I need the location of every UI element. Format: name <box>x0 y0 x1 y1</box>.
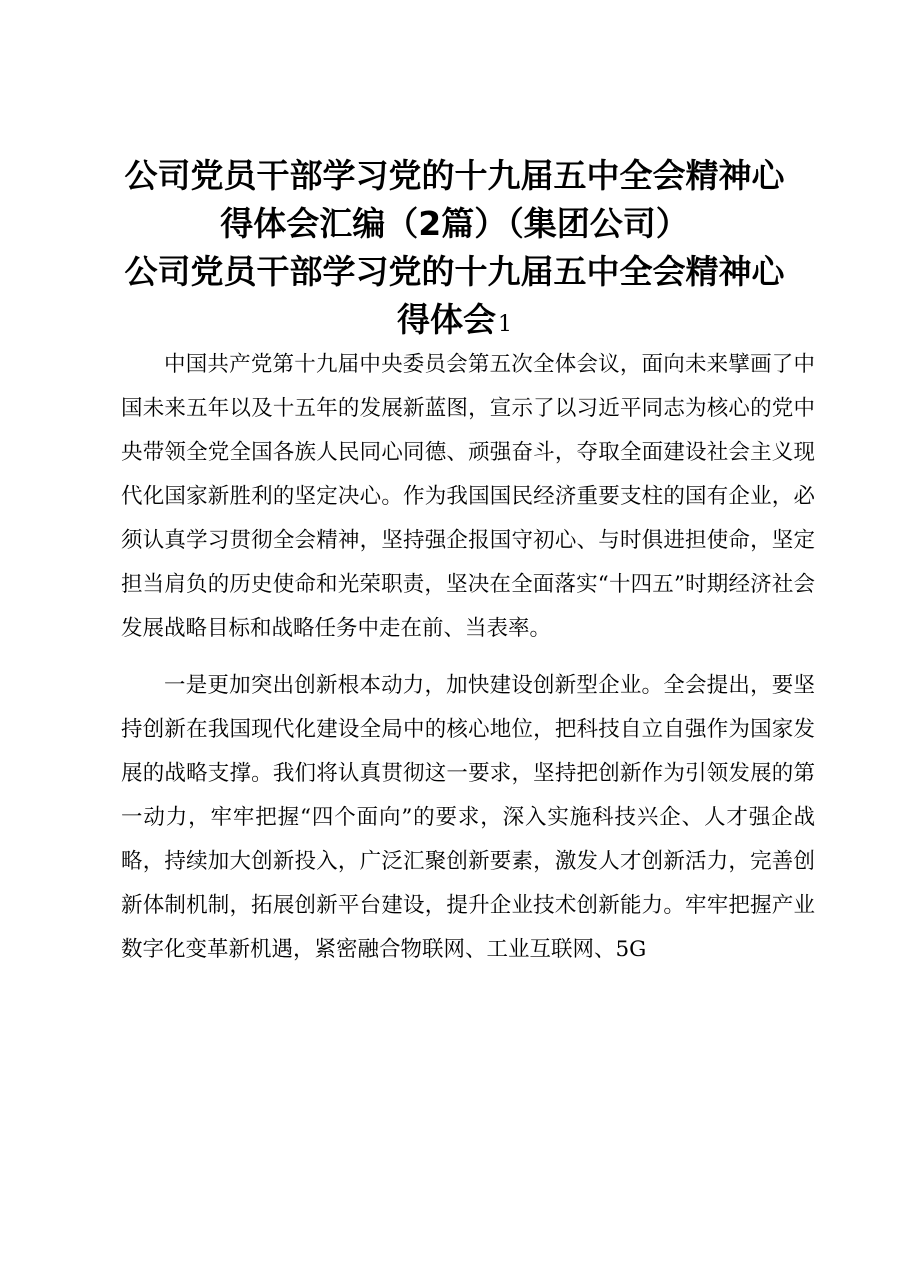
article-body <box>121 343 815 972</box>
article-title-text: 得体会 <box>397 300 496 339</box>
paragraph-2: 一是更加突出创新根本动力，加快建设创新型企业。全会提出，要坚持创新在我国现代化建设全局中的核心地位，把科技自立自强作为国家发展的战略支撑。我们将认真贯彻这一要求，坚持把创新作为引领发展的第一动力，牢牢把握“四个面向”的要求，深入实施科技兴企、人才强企战略，持续加大创新投入，广泛汇聚创新要素，激发人才创新活力，完善创新体制机制，拓展创新平台建设，提升企业技术创新能力。牢牢把握产业数字化变革新机遇，紧密融合物联网、工业互联网、5G <box>121 673 815 962</box>
paragraph-1: 中国共产党第十九届中央委员会第五次全体会议，面向未来擘画了中国未来五年以及十五年的发展新蓝图，宣示了以习近平同志为核心的党中央带领全党全国各族人民同心同德、顽强奋斗，夺取全面建设社会主义现代化国家新胜利的坚定决心。作为我国国民经济重要支柱的国有企业，必须认真学习贯彻全会精神，坚持强企报国守初心、与时俱进担使命，坚定担当肩负的历史使命和光荣职责，坚决在全面落实“十四五”时期经济社会发展战略目标和战略任务中走在前、当表率。 <box>121 352 815 641</box>
footnote-marker: 1 <box>498 312 512 337</box>
article-title-line-2 <box>100 296 809 349</box>
article-title-line-1: 公司党员干部学习党的十九届五中全会精神心 <box>124 252 785 291</box>
title-block <box>100 152 809 349</box>
document-title-line-1: 公司党员干部学习党的十九届五中全会精神心 <box>124 156 785 195</box>
document-title-line-2: 得体会汇编（2篇）（集团公司） <box>220 204 689 243</box>
